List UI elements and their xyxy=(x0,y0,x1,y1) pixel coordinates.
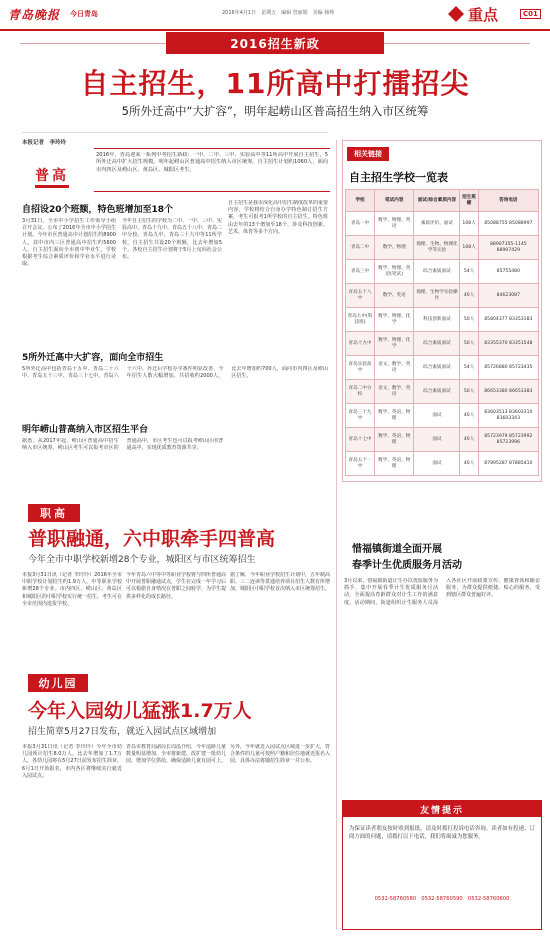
notice-title-bar xyxy=(343,801,541,817)
table-cell: 108人 xyxy=(460,236,478,260)
section-marker-icon xyxy=(448,6,464,22)
notice-title: 友情提示 xyxy=(419,805,464,816)
table-cell: 数学、英语、物理 xyxy=(375,404,414,428)
side-story-headline-2: 春季计生优质服务月活动 xyxy=(352,560,462,571)
table-cell: 青岛二中 xyxy=(346,236,375,260)
table-cell: 综合素质面试 xyxy=(414,380,460,404)
table-cell: 面试 xyxy=(414,428,460,452)
table-row xyxy=(346,212,539,236)
table-cell: 85804377 83353183 xyxy=(478,308,538,332)
table-cell: 87895287 87885410 xyxy=(478,452,538,476)
lead-headline: 自主招生，11所高中打擂招尖 xyxy=(80,67,470,100)
table-row xyxy=(346,428,539,452)
table-header-cell: 面试/综合素质内容 xyxy=(414,190,460,212)
table-cell: 素质评价、面试 xyxy=(414,212,460,236)
banner xyxy=(166,32,384,54)
youer-headline: 今年入园幼儿猛涨1.7万人 xyxy=(28,700,252,722)
table-cell: 语文、数学、英语 xyxy=(375,356,414,380)
table-cell: 青岛十九中 xyxy=(346,332,375,356)
column-rule xyxy=(336,140,337,930)
section-tag-youer xyxy=(28,674,88,692)
table-body xyxy=(346,212,539,476)
table-cell: 数学、物理、化学 xyxy=(375,308,414,332)
table-cell: 数学、物理、化学 xyxy=(375,332,414,356)
table-cell: 青岛实验高中 xyxy=(346,356,375,380)
table-row xyxy=(346,284,539,308)
youer-subhead: 招生简章5月27日发布，就近入园试点区域增加 xyxy=(28,727,217,737)
table-cell: 青岛十七中 xyxy=(346,428,375,452)
table-cell: 50人 xyxy=(460,380,478,404)
table-header-cell: 学校 xyxy=(346,190,375,212)
table-cell: 86653380 86653383 xyxy=(478,380,538,404)
lead-byline: 本报记者 李玲玲 xyxy=(22,140,67,146)
table-cell: 数学、物理、英语 xyxy=(375,212,414,236)
pugao-sub3-body: 据悉，从2017年起，崂山区普通高中招生纳入市区统筹，崂山区考生可以报考市区的普通高中，市区考生也可以报考崂山区的普通高中，实现优质教育资源共享。 xyxy=(22,438,224,452)
zhigao-headline: 普职融通，六中职牵手四普高 xyxy=(28,528,276,550)
masthead-logo: 青岛晚报 xyxy=(8,8,61,22)
table-cell: 84623087 xyxy=(478,284,538,308)
pugao-sub2-body: 5所外迁高中包括青岛十五中、青岛二十六中、青岛五十三中、青岛三十七中、青岛六十六中。外迁后学校办学条件明显改善，今年招生人数大幅增加，共招收约2000人，比去年增加约700人，面向市内四区及崂山区招生。 xyxy=(22,366,328,380)
notice-box xyxy=(342,800,542,930)
section-title: 重点 xyxy=(468,6,499,24)
table-cell: 85723979 85723992 85723996 xyxy=(478,428,538,452)
masthead-dateline: 2016年4月1日 星期五 编辑 管丽娟 美编 杨帅 xyxy=(222,10,335,16)
table-cell: 50人 xyxy=(460,308,478,332)
zhigao-col3: 据了解，今年职业学校招生计划中，五年制高职、三二连读等贯通培养项目招生人数有所增加，城阳区中职学校首次纳入市区统筹招生。 xyxy=(230,572,330,593)
table-cell: 数学、物理、英语(笔试) xyxy=(375,260,414,284)
pugao-sub3: 明年崂山普高纳入市区招生平台 xyxy=(22,425,149,435)
table-cell: 85755480 xyxy=(478,260,538,284)
pugao-sub1-col3: 自主招生是我市深化高中招生制度改革的重要内容，学校将结合自身办学特色制订招生方案，考生可报考1所学校的自主招生。特色班由去年的13个增加至18个，涉及科技创新、艺术、体育等多个方向。 xyxy=(228,200,328,235)
lead-intro: 2016年，青岛迎来一系列中考招生新政：一中、二中、三中、实验高中等11所高中开展自主招生，5所外迁高中扩大招生规模，明年起崂山区普通高中招生纳入市区统筹。自主招生计划约1060人，面向市内四区及崂山区、黄岛区、城阳区考生。 xyxy=(96,152,328,173)
table-cell: 85088755 85088997 xyxy=(478,212,538,236)
table-cell: 面试 xyxy=(414,404,460,428)
notice-phones: 0532-58760580 0532-58760590 0532-58760600 xyxy=(374,896,510,902)
table-cell: 50人 xyxy=(460,332,478,356)
banner-title: 2016招生新政 xyxy=(230,36,320,51)
table-header-row xyxy=(346,190,539,212)
table-cell: 108人 xyxy=(460,212,478,236)
table-cell: 数学、英语、物理 xyxy=(375,452,414,476)
table-cell: 54人 xyxy=(460,356,478,380)
side-story-body: 3月以来，惜福镇街道计生办以优质服务为抓手，集中开展春季计生优质服务月活动，全面提高育龄群众对计生工作的满意度。活动期间，街道组织计生服务人员深入各社区开展政策宣传、健康查体和随访服务，为群众提供便捷、贴心的服务，受到辖区群众普遍好评。 xyxy=(344,578,540,606)
side-story-headline-1: 惜福镇街道全面开展 xyxy=(352,544,442,555)
table-cell: 面试 xyxy=(414,452,460,476)
table-cell: 83603513 83603310 83603343 xyxy=(478,404,538,428)
sidebar-list xyxy=(342,140,542,482)
table-cell: 青岛五十八中 xyxy=(346,284,375,308)
table-row xyxy=(346,380,539,404)
table-cell: 青岛三中 xyxy=(346,260,375,284)
banner-left-rule xyxy=(20,43,166,44)
pugao-sub1: 自招设20个班额，特色班增加至18个 xyxy=(22,205,174,215)
section-tag-pugao-label: 普高 xyxy=(35,165,69,188)
school-table-wrap xyxy=(345,189,539,476)
masthead-edition: 今日青岛 xyxy=(70,10,98,18)
youer-col2: 青岛市教育局副局长周泓介绍，今年适龄儿童数量明显增加，全市将新建、改扩建一批幼儿园，增加学位供给，确保适龄儿童有园可上。 xyxy=(126,744,226,765)
table-cell: 综合素质面试 xyxy=(414,332,460,356)
youer-col1: 本报3月31日讯（记者 李玲玲）今年全市幼儿园预计招生8.0万人，比去年增加了1.7万人。各幼儿园将在5月27日前发布招生简章，6月1日开始报名，市内各区将继续实行就近入园试点。 xyxy=(22,744,122,779)
lead-intro-box xyxy=(94,148,330,192)
sidebar-title: 自主招生学校一览表 xyxy=(349,171,448,184)
table-row xyxy=(346,332,539,356)
table-row xyxy=(346,236,539,260)
table-cell: 地理、生物、物理化学等实验 xyxy=(414,236,460,260)
table-header-cell: 招生班额 xyxy=(460,190,478,212)
masthead-rule xyxy=(0,29,550,31)
table-cell: 40人 xyxy=(460,452,478,476)
table-cell: 40人 xyxy=(460,428,478,452)
table-header-cell: 咨询电话 xyxy=(478,190,538,212)
section-tag-pugao xyxy=(30,164,74,188)
table-row xyxy=(346,452,539,476)
school-table xyxy=(345,189,539,476)
notice-body: 为保证读者朋友按时收到报纸，请及时拨打投诉电话咨询。读者如有投递、订阅方面的问题，请拨打以下电话，我们将竭诚为您服务。 xyxy=(349,826,535,840)
table-cell: 54人 xyxy=(460,260,478,284)
sidebar-kicker xyxy=(347,147,389,161)
pugao-sub2: 5所外迁高中大扩容，面向全市招生 xyxy=(22,353,164,363)
zhigao-subhead: 今年全市中职学校新增28个专业，城阳区与市区统筹招生 xyxy=(28,555,256,565)
sidebar-kicker-label: 相关链接 xyxy=(354,150,382,158)
table-cell: 青岛二中分校 xyxy=(346,380,375,404)
table-row xyxy=(346,356,539,380)
table-cell: 地理、生物学实验操作 xyxy=(414,284,460,308)
table-cell: 40人 xyxy=(460,284,478,308)
table-cell: 数学、英语、物理 xyxy=(375,428,414,452)
section-tag-zhigao xyxy=(28,504,80,522)
youer-col3: 另外，今年就近入园试点区域进一步扩大，符合条件的儿童可按照户籍和居住地就近报名入园，具体办法将随招生简章一并公布。 xyxy=(230,744,330,765)
table-cell: 语文、数学、英语 xyxy=(375,380,414,404)
page-number: C01 xyxy=(520,9,541,19)
table-cell: 青岛三十九中 xyxy=(346,404,375,428)
table-cell: 青岛九中(科技班) xyxy=(346,308,375,332)
pugao-sub1-col2: 今年自主招生的学校为二中、一中、三中、实验高中、青岛十九中、青岛五十八中、青岛二中分校、青岛九中、青岛三十九中等11所学校，自主招生共设20个班额，比去年增加5个。各校自主招生计划将于5月上旬向社会公布。 xyxy=(122,218,222,261)
table-cell: 数学、英语 xyxy=(375,284,414,308)
table-cell: 综合素质面试 xyxy=(414,356,460,380)
section-tag-youer-label: 幼儿园 xyxy=(38,677,78,690)
table-header-cell: 笔试内容 xyxy=(375,190,414,212)
table-cell: 83355370 83351548 xyxy=(478,332,538,356)
pugao-sub1-col1: 3月31日，全市中小学招生工作领导小组召开会议，公布了2016年全市中小学招生计划。今年市区普通高中计划招生约8900人，其中市内三区普通高中招生约5600人。自主招生面向全市初中毕业生，学校根据考生综合素质评价和学业水平进行录取。 xyxy=(22,218,116,268)
table-cell: 88907355-1145 88907429 xyxy=(478,236,538,260)
table-cell: 40人 xyxy=(460,404,478,428)
table-cell: 85726880 85723435 xyxy=(478,356,538,380)
table-cell: 数学、物理 xyxy=(375,236,414,260)
table-cell: 科技创新面试 xyxy=(414,308,460,332)
section-tag-zhigao-label: 职高 xyxy=(40,507,68,520)
lead-subhead: 5所外迁高中“大扩容”，明年起崂山区普高招生纳入市区统筹 xyxy=(121,104,429,118)
zhigao-col2: 今年青岛六中等中等职业学校将与四所普通高中开展普职融通试点，学生在完成一年学习后可以根据自身情况在普职之间转学，为学生提供多样化的成长路径。 xyxy=(126,572,226,600)
table-cell: 青岛一中 xyxy=(346,212,375,236)
lead-divider xyxy=(22,132,328,133)
zhigao-col1: 本报3月31日讯（记者 李玲玲）2016年全市中职学校计划招生约1.9万人，中等职业学校新增28个专业。市内四区、崂山区、黄岛区和城阳区的中职学校实行统一招生，考生可在全市范围内选报学校。 xyxy=(22,572,122,607)
table-row xyxy=(346,404,539,428)
table-cell: 青岛五十一中 xyxy=(346,452,375,476)
table-row xyxy=(346,260,539,284)
table-row xyxy=(346,308,539,332)
table-cell: 综合素质面试 xyxy=(414,260,460,284)
banner-right-rule xyxy=(384,43,530,44)
